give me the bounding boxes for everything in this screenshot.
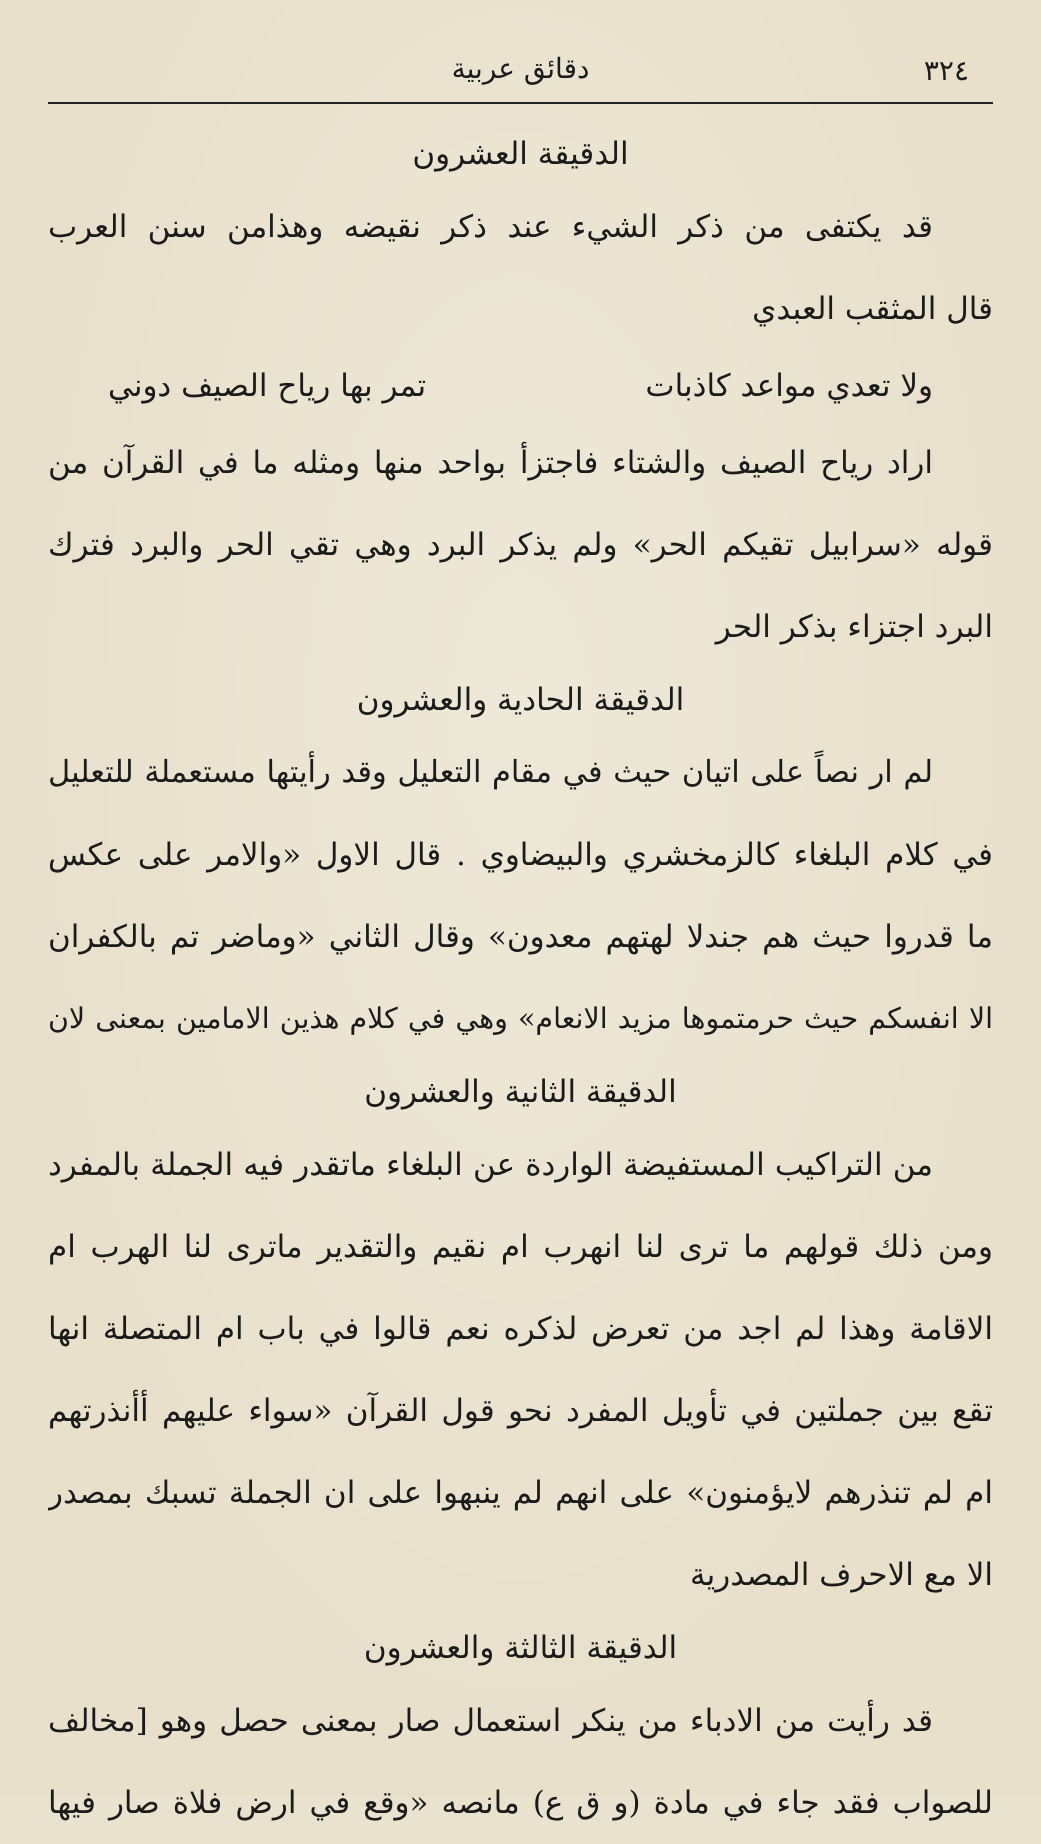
text-line: الا مع الاحرف المصدرية: [689, 1557, 993, 1593]
text-line: الاقامة وهذا لم اجد من تعرض لذكره نعم قالوا في باب ام المتصلة انها: [48, 1311, 993, 1347]
verse-second-hemistich: تمر بها رياح الصيف دوني: [108, 368, 427, 404]
section-heading: الدقيقة الثانية والعشرون: [364, 1074, 677, 1110]
text-line: تقع بين جملتين في تأويل المفرد نحو قول القرآن «سواء عليهم أأنذرتهم: [48, 1393, 993, 1429]
page-body: [48, 122, 993, 1844]
poem-verse: [48, 350, 993, 422]
header-rule: [48, 102, 993, 104]
verse-first-hemistich: ولا تعدي مواعد كاذبات: [645, 368, 933, 404]
page-header: [48, 48, 993, 100]
text-line: للصواب فقد جاء في مادة (و ق ع) مانصه «وقع في ارض فلاة صار فيها: [48, 1785, 993, 1821]
text-line: اراد رياح الصيف والشتاء فاجتزأ بواحد منها ومثله ما في القرآن من: [48, 445, 933, 481]
section-heading: الدقيقة العشرون: [412, 136, 629, 172]
text-line: قد رأيت من الادباء من ينكر استعمال صار بمعنى حصل وهو [مخالف: [48, 1703, 933, 1739]
text-line: البرد اجتزاء بذكر الحر: [715, 609, 993, 645]
section-heading: الدقيقة الثالثة والعشرون: [363, 1630, 678, 1666]
text-line: من التراكيب المستفيضة الواردة عن البلغاء ماتقدر فيه الجملة بالمفرد: [48, 1147, 933, 1183]
text-line: في كلام البلغاء كالزمخشري والبيضاوي . قال الاول «والامر على عكس: [48, 837, 993, 873]
page-number: ٣٢٤: [923, 54, 969, 87]
text-line: قوله «سرابيل تقيكم الحر» ولم يذكر البرد وهي تقي الحر والبرد فترك: [48, 527, 993, 563]
text-line: قال المثقب العبدي: [752, 291, 993, 327]
text-line: قد يكتفى من ذكر الشيء عند ذكر نقيضه وهذامن سنن العرب: [48, 209, 933, 245]
text-line: ام لم تنذرهم لايؤمنون» على انهم لم ينبهوا على ان الجملة تسبك بمصدر: [48, 1475, 993, 1511]
running-title: دقائق عربية: [451, 52, 590, 85]
section-heading: الدقيقة الحادية والعشرون: [356, 682, 685, 718]
text-line: لم ار نصاً على اتيان حيث في مقام التعليل وقد رأيتها مستعملة للتعليل: [48, 755, 933, 790]
text-line: ما قدروا حيث هم جندلا لهتهم معدون» وقال الثاني «وماضر تم بالكفران: [48, 919, 993, 955]
text-line: الا انفسكم حيث حرمتموها مزيد الانعام» وهي في كلام هذين الامامين بمعنى لان: [48, 1002, 993, 1035]
text-line: ومن ذلك قولهم ما ترى لنا انهرب ام نقيم والتقدير ماترى لنا الهرب ام: [48, 1229, 993, 1265]
